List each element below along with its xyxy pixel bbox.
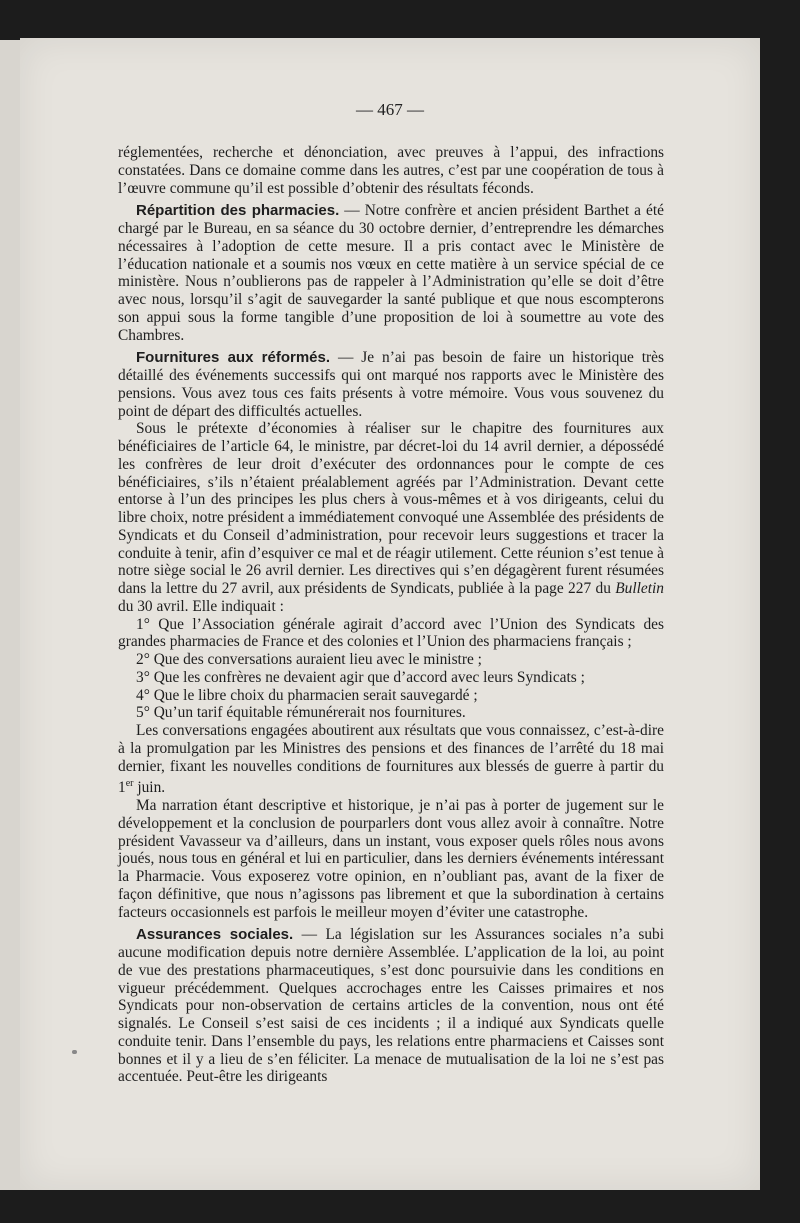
heading-assurances: Assurances sociales.	[136, 926, 294, 944]
fournitures-text: — Je n’ai pas besoin de faire un historique très détaillé des événements successifs qui ont marqué nos rapports avec le Ministère des pensions. Vous avez tous ces faits présents à votre mémoire. Vous vous souvenez du point de départ des difficultés actuelles.	[118, 349, 664, 420]
paragraph-fournitures	[118, 349, 664, 420]
repartition-text: — Notre confrère et ancien président Barthet a été chargé par le Bureau, en sa séance du 30 octobre dernier, d’entreprendre les démarches nécessaires à l’adoption de cette mesure. Il a pris contact avec le Ministère de l’éducation nationale et a soumis nos vœux en cette matière à un service spécial de ce ministère. Nous n’oublierons pas de rappeler à l’Administration qu’elle se doit d’être avec nous, lorsqu’il s’agit de sauvegarder la santé publique et que nous escompterons son appui sous la forme tangible d’une proposition de loi à soumettre au vote des Chambres.	[118, 202, 664, 344]
paragraph-pretexte	[118, 420, 664, 615]
heading-fournitures: Fournitures aux réformés.	[136, 349, 331, 367]
paragraph-narration: Ma narration étant descriptive et historique, je n’ai pas à porter de jugement sur le développement et la conclusion de pourparlers dont vous allez avoir à connaître. Notre président Vavasseur va d’ailleurs, dans un instant, vous exposer quels rôles nous avons joués, nous tous en général et lui en particulier, dans les derniers événements intéressant la Pharmacie. Vous exposerez votre opinion, en n’oubliant pas, avant de la fixer de façon définitive, que nous n’agissons pas librement et que la subordination à certains facteurs occasionnels est parfois le meilleur moyen d’éviter une catastrophe.	[118, 797, 664, 921]
list-item: 5° Qu’un tarif équitable rémunérerait nos fournitures.	[136, 704, 466, 722]
conversations-text-b: juin.	[133, 779, 166, 797]
pretexte-text-b: du 30 avril. Elle indiquait :	[118, 597, 284, 615]
page-number: — 467 —	[356, 100, 424, 119]
paragraph-repartition	[118, 202, 664, 344]
paragraph-conversations	[118, 722, 664, 797]
list-item: 3° Que les confrères ne devaient agir que d’accord avec leurs Syndicats ;	[136, 668, 585, 686]
bulletin-title: Bulletin	[615, 580, 664, 597]
pretexte-text-a: Sous le prétexte d’économies à réaliser sur le chapitre des fournitures aux bénéficiaires de l’article 64, le ministre, par décret-loi du 14 avril dernier, a dépossédé les confrères de leur droit d’exécuter des ordonnances pour le compte de ces bénéficiaires, s’ils n’étaient préalablement agréés par l’Administration. Devant cette entorse à l’un des principes les plus chers à vous-mêmes et à vos dirigeants, celui du libre choix, notre président a immédiatement convoqué une Assemblée des présidents de Syndicats et du Conseil d’administration, pour recevoir leurs suggestions et tracer la conduite à tenir, afin d’esquiver ce mal et de réagir utilement. Cette réunion s’est tenue à notre siège social le 26 avril dernier. Les directives qui s’en dégagèrent furent résumées dans la lettre du 27 avril, aux présidents de Syndicats, publiée à la page 227 du	[118, 420, 664, 597]
assurances-text: — La législation sur les Assurances sociales n’a subi aucune modification depuis notre dernière Assemblée. L’application de la loi, au point de vue des prestations pharmaceutiques, s’est donc poursuivie dans les conditions en vigueur précédemment. Quelques accrochages entre les Caisses primaires et nos Syndicats pour non-observation de certains articles de la convention, nous ont été signalés. Le Conseil s’est saisi de ces incidents ; il a indiqué aux Syndicats quelle conduite tenir. Dans l’ensemble du pays, les relations entre pharmaciens et Caisses sont bonnes et il y a lieu de s’en féliciter. La menace de mutualisation de la loi ne s’est pas accentuée. Peut-être les dirigeants	[118, 926, 665, 1086]
document-page	[20, 38, 760, 1190]
conversations-superscript: er	[125, 778, 134, 790]
paragraph-assurances	[118, 926, 664, 1086]
paper-mark	[72, 1050, 77, 1054]
list-item: 2° Que des conversations auraient lieu avec le ministre ;	[136, 651, 482, 668]
paragraph-intro: réglementées, recherche et dénonciation, avec preuves à l’appui, des infractions constatées. Dans ce domaine comme dans les autres, c’est par une coopération de tous à l’œuvre commune qu’il est possible d’obtenir des résultats féconds.	[118, 144, 664, 197]
heading-repartition: Répartition des pharmacies.	[136, 202, 340, 220]
conversations-text-a: Les conversations engagées aboutirent aux résultats que vous connaissez, c’est-à-dire à la promulgation par les Ministres des pensions et des finances de l’arrêté du 18 mai dernier, fixant les nouvelles conditions de fournitures aux blessés de guerre à partir du 1	[118, 722, 664, 797]
list-item: 1° Que l’Association générale agirait d’accord avec l’Union des Syndicats des grandes pharmacies de France et des colonies et l’Union des pharmaciens français ;	[118, 615, 664, 651]
list-item: 4° Que le libre choix du pharmacien serait sauvegardé ;	[136, 686, 478, 704]
body-text	[118, 144, 664, 1086]
